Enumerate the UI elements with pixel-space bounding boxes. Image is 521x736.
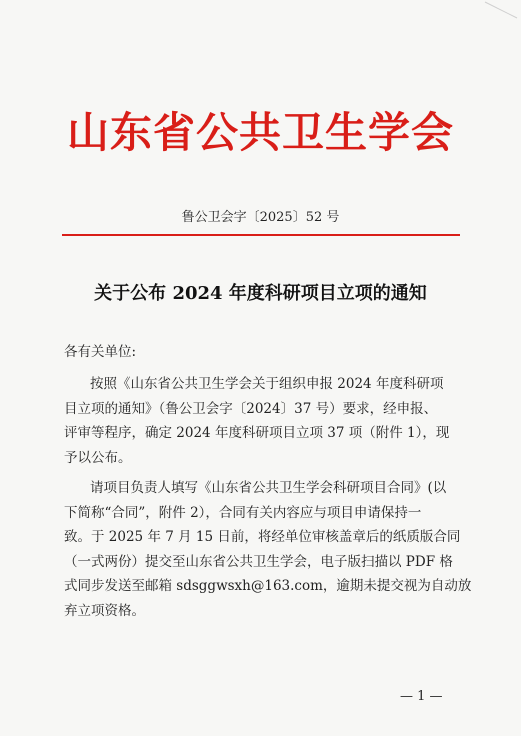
- paragraph-2: [64, 476, 472, 623]
- corner-scan-mark: [481, 0, 521, 20]
- notice-title: 关于公布 2024 年度科研项目立项的通知: [94, 283, 427, 304]
- red-divider: [62, 234, 460, 236]
- document-number: 鲁公卫会字〔2025〕52 号: [181, 210, 340, 225]
- paragraph-2-line: 致。于 2025 年 7 月 15 日前，将经单位审核盖章后的纸质版合同: [64, 529, 461, 545]
- body-text: [64, 340, 472, 629]
- paragraph-2-line: （一式两份）提交至山东省公共卫生学会，电子版扫描以 PDF 格: [64, 553, 453, 570]
- paragraph-1-line: 目立项的通知》（鲁公卫会字〔2024〕37 号）要求，经申报、: [64, 400, 438, 417]
- paragraph-2-line: 式同步发送至邮箱 sdsggwsxh@163.com，逾期未提交视为自动放: [64, 578, 472, 594]
- masthead-title: 山东省公共卫生学会: [66, 108, 454, 157]
- paragraph-1-line: 予以公布。: [64, 449, 132, 466]
- page-number: — 1 —: [400, 689, 443, 704]
- paragraph-2-line: 弃立项资格。: [64, 602, 145, 619]
- paragraph-2-line: 请项目负责人填写《山东省公共卫生学会科研项目合同》(以: [90, 480, 447, 496]
- paragraph-1: [64, 372, 464, 470]
- paragraph-2-line: 下简称“合同”，附件 2），合同有关内容应与项目申请保持一: [64, 504, 422, 521]
- paragraph-1-line: 按照《山东省公共卫生学会关于组织申报 2024 年度科研项: [90, 376, 444, 392]
- paragraph-1-line: 评审等程序，确定 2024 年度科研项目立项 37 项（附件 1），现: [64, 425, 450, 441]
- salutation: 各有关单位:: [64, 344, 137, 360]
